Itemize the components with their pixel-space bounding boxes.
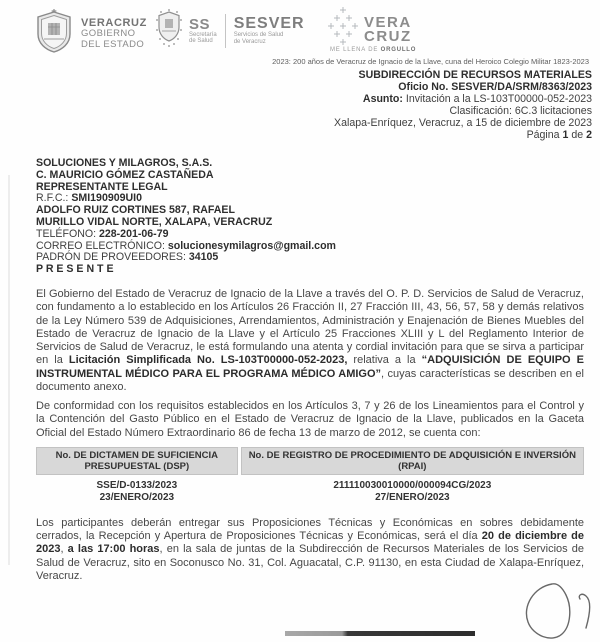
letter-body xyxy=(36,288,584,583)
logo-divider xyxy=(225,14,226,48)
paragraph-invitation xyxy=(36,288,584,394)
page-indicator xyxy=(334,130,592,142)
brand-line2: CRUZ xyxy=(364,27,412,45)
asunto-line xyxy=(334,94,592,106)
ss-wordmark xyxy=(189,17,217,45)
veracruz-crest-icon xyxy=(33,8,75,59)
gobierno-veracruz-wordmark xyxy=(81,17,147,50)
sesver-name: SESVER xyxy=(233,15,305,32)
recipient-person: C. MAURICIO GÓMEZ CASTAÑEDA xyxy=(36,168,214,181)
p1-text3: , cuyas características se describen en el documento anexo. xyxy=(36,367,584,393)
rpai-number: 211110030010000/000094CG/2023 xyxy=(333,479,492,491)
paragraph-requirements: De conformidad con los requisitos establecidos en los Artículos 3, 7 y 26 de los Lineamientos para el Control y la Contención del Gasto Público en el Estado de Veracruz de Ignacio de la Llave, publicados en la Gaceta Oficial del Estado Número Extraordinario 86 de fecha 13 de marzo de 2012, se cuenta con: xyxy=(36,400,584,439)
logo1-line3: DEL ESTADO xyxy=(81,38,145,50)
p1-text: El Gobierno del Estado de Veracruz de Ignacio de la Llave a través del O. P. D. Servicios de Salud de Veracruz, con fundamento a lo establecido en los Artículos 26 Fracción II, 27 Fracción III, 43, 56, 57, 58 y demás relativos de la Ley Número 539 de Adquisiciones, Arrendamientos, Administración y Enajenación de Bienes Muebles del Estado de Veracruz de Ignacio de la Llave y el Artículo 25 Fracciones XLIII y L del Reglamento Interior de Servicios de Salud de Veracruz, le está formulando una atenta y cordial invitación para que se sirva a participar en la xyxy=(36,288,584,367)
presente-line: P R E S E N T E xyxy=(36,263,114,276)
clasificacion-line: Clasificación: 6C.3 licitaciones xyxy=(449,104,592,117)
address-line2: MURILLO VIDAL NORTE, XALAPA, VERACRUZ xyxy=(36,215,273,228)
scan-artifact-line xyxy=(8,175,10,565)
dsp-rpai-table xyxy=(36,447,584,508)
veracruz-pattern-icon xyxy=(326,7,360,52)
anniversary-tagline: 2023: 200 años de Veracruz de Ignacio de la Llave, cuna del Heroico Colegio Militar 1823-2023 xyxy=(272,57,589,66)
redaction-bar xyxy=(285,631,475,636)
table-header-row xyxy=(36,447,584,475)
ss-sub2: de Salud xyxy=(189,38,213,44)
slogan-bold: ORGULLO xyxy=(380,47,417,53)
page-label: Página xyxy=(526,128,563,141)
table-cell-rpai xyxy=(241,477,584,508)
ss-sub1: Secretaría xyxy=(189,31,217,38)
sesver-sub1: Servicios de Salud xyxy=(233,32,284,38)
p1-adquisicion-title: “ADQUISICIÓN DE EQUIPO E INSTRUMENTAL MÉDICO PARA EL PROGRAMA MÉDICO AMIGO” xyxy=(36,354,584,380)
email-label: CORREO ELECTRÓNICO: xyxy=(36,239,168,252)
dsp-number: SSE/D-0133/2023 xyxy=(96,479,178,491)
oficio-header-block xyxy=(334,70,592,141)
padron-value: 34105 xyxy=(188,251,219,264)
dsp-date: 23/ENERO/2023 xyxy=(99,491,175,503)
sesver-sub2: de Veracruz xyxy=(233,38,266,45)
salud-sesver-logo xyxy=(154,8,305,53)
page-number: 1 xyxy=(562,128,569,141)
p3-text2: , en la sala de juntas de la Subdirección de Recursos Materiales de los Servicios de Salud de Veracruz, sito en Soconusco No. 31, Col. Aguacatal, C.P. 91130, en esta Ciudad de Xalapa-Enríquez, Veracruz. xyxy=(36,543,584,582)
gobierno-veracruz-logo xyxy=(33,8,147,59)
email-value: solucionesymilagros@gmail.com xyxy=(167,239,336,252)
page-of: de xyxy=(568,128,587,141)
ss-abbr: SS xyxy=(189,15,211,33)
asunto-label: Asunto: xyxy=(362,92,403,105)
asunto-value: Invitación a la LS-103T00000-052-2023 xyxy=(402,92,592,105)
oficio-number: Oficio No. SESVER/DA/SRM/8363/2023 xyxy=(398,80,592,93)
rpai-date: 27/ENERO/2023 xyxy=(375,491,450,503)
table-header-dsp: No. DE DICTAMEN DE SUFICIENCIA PRESUPUESTAL (DSP) xyxy=(36,447,238,475)
table-row xyxy=(36,477,584,508)
rfc-label: R.F.C.: xyxy=(36,192,72,205)
veracruz-brand-logo xyxy=(326,7,412,52)
logo1-line2: GOBIERNO xyxy=(81,28,136,39)
phone-value: 228-201-06-79 xyxy=(98,227,169,240)
recipient-company: SOLUCIONES Y MILAGROS, S.A.S. xyxy=(36,157,213,169)
p3-date: 20 de diciembre de 2023 xyxy=(36,530,585,556)
p3-time: a las 17:00 horas xyxy=(67,543,160,556)
header-logos xyxy=(0,0,600,68)
address-line1: ADOLFO RUIZ CORTINES 587, RAFAEL xyxy=(36,204,235,217)
page-total: 2 xyxy=(586,128,592,141)
p3-text: Los participantes deberán entregar sus Proposiciones Técnicas y Económicas en sobres debidamente cerrados, la Recepción y Apertura de Proposiciones Técnicas y Económicas, será el día xyxy=(36,516,584,542)
phone-label: TELÉFONO: xyxy=(36,227,99,240)
brand-line1: VERA xyxy=(364,14,412,31)
paragraph-submission xyxy=(36,517,584,583)
p3-comma: , xyxy=(60,543,68,556)
pen-scribble-annotation xyxy=(512,574,600,642)
department-title: SUBDIRECCIÓN DE RECURSOS MATERIALES xyxy=(358,69,592,81)
table-header-rpai: No. DE REGISTRO DE PROCEDIMIENTO DE ADQUISICIÓN E INVERSIÓN (RPAI) xyxy=(241,447,584,475)
recipient-role: REPRESENTANTE LEGAL xyxy=(36,180,168,193)
recipient-block xyxy=(36,158,336,276)
logo1-line1: VERACRUZ xyxy=(81,17,147,29)
ss-shield-icon xyxy=(154,8,184,53)
sesver-wordmark xyxy=(234,16,305,45)
padron-label: PADRÓN DE PROVEEDORES: xyxy=(36,251,189,264)
p1-licitacion-number: Licitación Simplificada No. LS-103T00000-052-2023, xyxy=(68,354,348,367)
p1-text2: relativa a la xyxy=(347,354,422,367)
slogan-normal: ME LLENA DE xyxy=(330,47,381,53)
rfc-value: SMI190909UI0 xyxy=(71,192,142,205)
brand-slogan xyxy=(330,47,416,53)
veracruz-brand-wordmark xyxy=(364,16,412,43)
place-date-line: Xalapa-Enríquez, Veracruz, a 15 de diciembre de 2023 xyxy=(334,116,592,129)
table-cell-dsp xyxy=(36,477,238,508)
